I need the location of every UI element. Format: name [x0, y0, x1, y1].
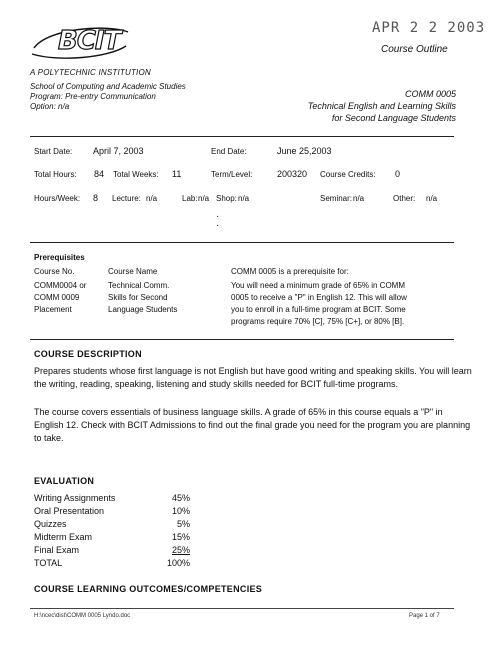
prereq-note	[231, 280, 407, 328]
scan-dots: · ·	[216, 211, 220, 231]
start-date-value: April 7, 2003	[93, 146, 144, 156]
eval-item-value: 5%	[176, 519, 190, 529]
eval-total-label: TOTAL	[34, 558, 63, 568]
total-weeks-value: 11	[172, 169, 182, 179]
school-name: School of Computing and Academic Studies	[30, 82, 186, 91]
prereq-no-2: COMM 0009	[34, 293, 80, 302]
course-name-header: Course Name	[108, 267, 158, 276]
footer-file-path: H:\ncec\dist\COMM 0005 Lyndo.doc	[34, 613, 131, 619]
prereq-no-1: COMM0004 or	[34, 281, 87, 290]
term-level-label: Term/Level:	[211, 170, 253, 179]
eval-item-name: Writing Assignments	[34, 493, 116, 503]
course-credits-label: Course Credits:	[320, 170, 376, 179]
prereq-note-line-2: 0005 to receive a "P" in English 12. This will allow	[231, 293, 407, 302]
prereq-note-line-1: You will need a minimum grade of 65% in COMM	[231, 281, 406, 290]
prereq-name-2: Skills for Second	[108, 293, 168, 302]
course-description-heading: COURSE DESCRIPTION	[34, 349, 142, 359]
end-date-value: June 25,2003	[277, 146, 332, 156]
prereq-course-names	[108, 280, 177, 316]
course-heading	[308, 88, 456, 124]
total-weeks-label: Total Weeks:	[113, 170, 159, 179]
bcit-logo: BCIT	[28, 18, 132, 68]
eval-item-value: 45%	[171, 493, 190, 503]
lab-value: n/a	[198, 194, 210, 203]
prerequisite-for-header: COMM 0005 is a prerequisite for:	[231, 267, 349, 276]
other-value: n/a	[426, 194, 438, 203]
eval-item-value: 25%	[171, 545, 190, 555]
course-description-paragraph-2: The course covers essentials of business language skills. A grade of 65% in this course equals a "P" in English 12. Check with BCIT Admissions to find out the final grade you need for the program you are planning to take.	[34, 407, 471, 443]
seminar-label: Seminar:	[320, 194, 353, 203]
lecture-value: n/a	[146, 194, 158, 203]
tagline: A POLYTECHNIC INSTITUTION	[30, 68, 151, 77]
course-title-line-2: for Second Language Students	[331, 113, 456, 123]
eval-item-name: Final Exam	[34, 545, 80, 555]
prereq-course-numbers	[34, 280, 86, 316]
option: Option: n/a	[30, 102, 70, 111]
end-date-label: End Date:	[211, 147, 247, 156]
start-date-label: Start Date:	[34, 147, 73, 156]
evaluation-heading: EVALUATION	[34, 476, 95, 486]
term-level-value: 200320	[277, 169, 308, 179]
prereq-note-line-3: you to enroll in a full-time program at BCIT. Some	[231, 305, 406, 314]
details-divider	[30, 242, 454, 243]
shop-label: Shop:	[216, 194, 237, 203]
shop-value: n/a	[238, 194, 250, 203]
course-no-header: Course No.	[34, 267, 75, 276]
document-type: Course Outline	[381, 44, 448, 55]
prereq-note-line-4: programs require 70% [C], 75% [C+], or 80% [B].	[231, 317, 405, 326]
prereq-name-3: Language Students	[108, 305, 178, 314]
course-description-paragraph-1: Prepares students whose first language is not English but have good writing and speaking skills. You will learn the writing, reading, speaking, listening and study skills needed for BCIT full-time programs.	[34, 366, 472, 389]
course-title-line-1: Technical English and Learning Skills	[307, 101, 456, 111]
prereq-name-1: Technical Comm.	[108, 281, 170, 290]
lecture-label: Lecture:	[112, 194, 141, 203]
footer-divider	[30, 608, 454, 609]
course-credits-value: 0	[395, 169, 401, 179]
seminar-value: n/a	[353, 194, 365, 203]
eval-item-name: Oral Presentation	[34, 506, 105, 516]
total-hours-value: 84	[94, 169, 105, 179]
total-hours-label: Total Hours:	[34, 170, 77, 179]
prereq-no-3: Placement	[34, 305, 72, 314]
header-divider	[30, 136, 454, 137]
footer-page-number: Page 1 of 7	[409, 613, 440, 619]
course-code: COMM 0005	[404, 89, 456, 99]
other-label: Other:	[393, 194, 416, 203]
school-info	[30, 82, 186, 112]
hours-week-value: 8	[93, 193, 99, 203]
hours-week-label: Hours/Week:	[34, 194, 81, 203]
eval-item-name: Quizzes	[34, 519, 67, 529]
eval-item-value: 10%	[171, 506, 190, 516]
learning-outcomes-heading: COURSE LEARNING OUTCOMES/COMPETENCIES	[34, 584, 263, 594]
prereq-divider	[30, 339, 454, 340]
prerequisites-heading: Prerequisites	[34, 253, 85, 262]
lab-label: Lab:	[182, 194, 198, 203]
eval-item-name: Midterm Exam	[34, 532, 93, 542]
eval-total-value: 100%	[166, 558, 190, 568]
program-name: Program: Pre-entry Communication	[30, 92, 156, 101]
received-date-stamp: APR 2 2 2003	[372, 20, 486, 36]
eval-item-value: 15%	[171, 532, 190, 542]
